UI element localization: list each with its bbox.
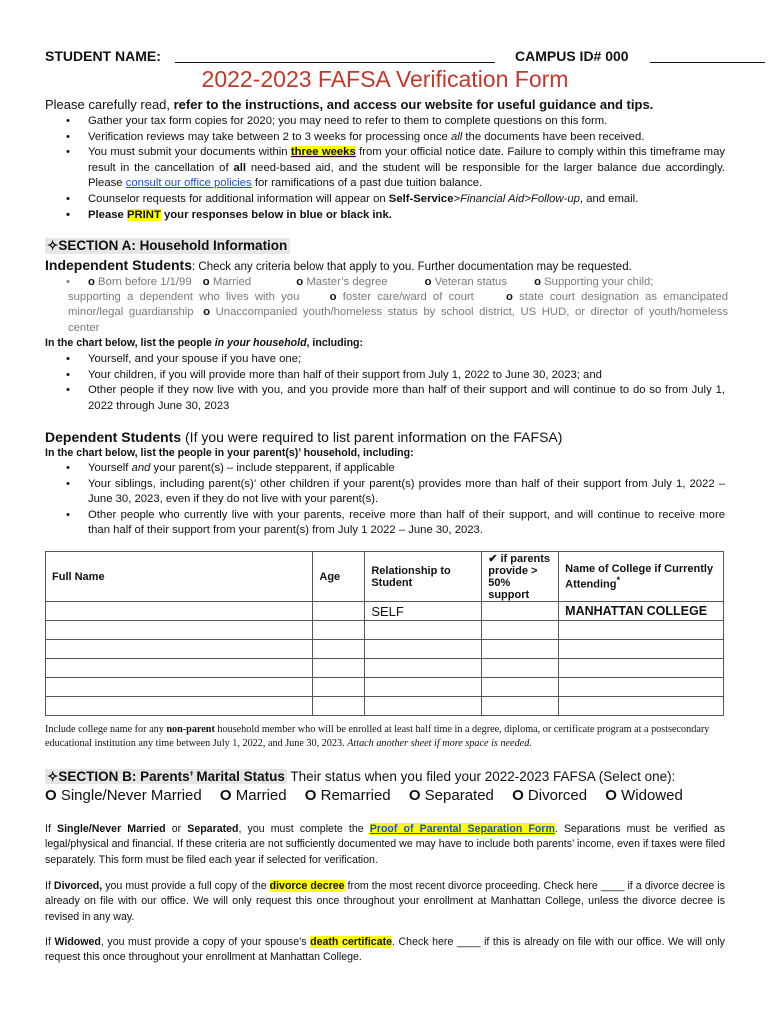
instruction-emphasis: all (233, 161, 247, 174)
name-cell[interactable] (46, 659, 313, 678)
para-text: If (45, 936, 51, 948)
independent-title: Independent Students (45, 257, 192, 273)
college-cell[interactable] (559, 678, 724, 697)
bullet-icon: • (66, 130, 70, 143)
col-college (559, 552, 724, 602)
dependent-list (63, 461, 725, 539)
table-row (46, 697, 724, 716)
table-row (46, 678, 724, 697)
radio-icon[interactable]: o (329, 291, 337, 304)
table-row (46, 659, 724, 678)
criteria-child: Supporting your child; (544, 276, 654, 288)
radio-icon[interactable]: o (88, 276, 95, 288)
widowed-paragraph (45, 935, 725, 966)
note-emphasis: non-parent (166, 724, 215, 735)
college-cell[interactable] (559, 697, 724, 716)
list-item (63, 145, 725, 192)
option-label: Widowed (621, 787, 683, 804)
college-cell[interactable] (559, 659, 724, 678)
instruction-text: You must submit your documents within (88, 146, 288, 159)
section-a-heading (45, 238, 290, 254)
list-text: Other people if they now live with you, and you provide more than half of their support and will continue to do so from July 1, 2022 through June 30, 2023 (88, 384, 725, 412)
criteria-dependent: supporting a dependent who lives with you (68, 291, 300, 304)
form-title: 2022-2023 FAFSA Verification Form (201, 66, 569, 92)
name-cell[interactable] (46, 640, 313, 659)
office-policies-link[interactable]: consult our office policies (125, 177, 252, 190)
instruction-text: , and email. (579, 192, 639, 205)
section-b-desc: Their status when you filed your 2022-2023 FAFSA (Select one): (286, 769, 676, 784)
list-text: Your siblings, including parent(s)’ other children if your parent(s) provides more than half of their support from July 1, 2022 – June 30, 2023, even if they do not live with your parent(s). (88, 477, 725, 506)
independent-criteria (68, 275, 728, 336)
support-cell[interactable] (482, 640, 559, 659)
note-text: household member who will be enrolled at least half time in a degree, diploma, or certificate program at a postsecondary educational institution any time between July 1, 2022, and June 30, 2023. (45, 724, 710, 749)
chart-intro-text: In the chart below, list the people (45, 337, 212, 349)
para-text: If (45, 823, 51, 835)
relationship-cell[interactable] (365, 659, 482, 678)
para-emphasis: Divorced, (53, 880, 103, 892)
independent-desc: : Check any criteria below that apply to you. Further documentation may be requested. (192, 261, 632, 273)
bullet-icon: • (66, 192, 70, 205)
instruction-text: Verification reviews may take between 2 to 3 weeks for processing once (88, 130, 448, 143)
criteria-foster: foster care/ward of court (342, 291, 474, 304)
table-row (46, 602, 724, 621)
relationship-cell[interactable] (365, 640, 482, 659)
radio-icon[interactable]: o (505, 291, 513, 304)
para-emphasis: Widowed (54, 936, 101, 948)
col-college-label: Name of College if Currently Attending (565, 562, 714, 591)
list-item (63, 383, 725, 414)
student-name-field[interactable] (175, 62, 495, 63)
col-parent-support: ✔ if parents provide > 50% support (482, 552, 559, 602)
dependent-title: Dependent Students (45, 429, 182, 445)
para-text: from the most recent divorce proceeding. Check here ____ if a divorce decree is already on file with our office. We will only request this once throughout your enrollment at Manhattan College, unless the divorce decree is revised in any way. (45, 880, 725, 923)
college-cell: MANHATTAN COLLEGE (559, 602, 724, 621)
radio-icon[interactable]: O (219, 787, 232, 804)
list-item (63, 208, 725, 224)
list-item (63, 461, 725, 477)
college-cell[interactable] (559, 621, 724, 640)
option-label: Divorced (527, 787, 588, 804)
independent-heading (45, 257, 632, 273)
college-cell[interactable] (559, 640, 724, 659)
instruction-emphasis: all (450, 130, 463, 143)
para-text: , you must complete the (238, 823, 364, 835)
instruction-text: Gather your tax form copies for 2020; you may need to refer to them to complete questions on this form. (88, 115, 608, 127)
radio-icon[interactable]: O (605, 787, 617, 804)
para-text: If (45, 880, 51, 892)
diamond-icon: ✧ (47, 769, 59, 784)
radio-icon[interactable]: o (424, 276, 432, 288)
separation-form-link[interactable]: Proof of Parental Separation Form (369, 823, 555, 835)
instruction-text: the documents have been received. (465, 130, 645, 143)
list-item (63, 114, 725, 130)
note-text: Include college name for any (45, 724, 164, 735)
option-label: Single/Never Married (60, 787, 202, 804)
follow-up-path: >Financial Aid>Follow-up (453, 192, 580, 205)
table-footnote (45, 723, 725, 751)
table-row (46, 621, 724, 640)
note-italic: Attach another sheet if more space is needed. (347, 738, 532, 749)
name-cell[interactable] (46, 678, 313, 697)
para-text: or (171, 823, 182, 835)
radio-icon[interactable]: o (296, 276, 304, 288)
radio-icon[interactable]: O (45, 787, 57, 804)
name-cell[interactable] (46, 602, 313, 621)
name-cell[interactable] (46, 697, 313, 716)
criteria-born: Born before 1/1/99 (98, 276, 192, 288)
para-text: . Check here ____ if this is already on file with our office. We will only request this once throughout your enrollment at Manhattan College. (45, 936, 725, 964)
bullet-icon: • (66, 208, 70, 221)
age-cell[interactable] (313, 659, 365, 678)
bullet-icon: • (66, 115, 70, 127)
list-item (63, 477, 725, 508)
bullet-icon: • (66, 508, 70, 521)
support-cell[interactable] (482, 697, 559, 716)
age-cell[interactable] (313, 678, 365, 697)
support-cell[interactable] (482, 659, 559, 678)
list-text: Your children, if you will provide more than half of their support from July 1, 2022 to June 30, 2023; and (88, 368, 602, 381)
option-widowed[interactable] (605, 787, 683, 804)
bullet-icon: • (66, 146, 70, 159)
self-service-label: Self-Service (388, 192, 454, 205)
option-label: Separated (424, 787, 494, 804)
independent-list (63, 352, 725, 414)
relationship-cell: SELF (365, 602, 482, 621)
age-cell[interactable] (313, 621, 365, 640)
campus-id-label: CAMPUS ID# 000 (515, 48, 629, 64)
para-text: you must provide a full copy of the (105, 880, 267, 892)
instruction-text: need-based aid, and the student will be responsible for the larger balance due accordingly. Please (88, 161, 726, 190)
radio-icon[interactable]: O (512, 787, 524, 804)
chart-intro-dependent: In the chart below, list the people in your parent(s)’ household, including: (45, 447, 414, 459)
para-text: . Separations must be verified as legal/physical and financial. If these criteria are not sufficiently documented we may have to include both parents’ income, even if taxes were filed separately. This form must be filed each year if selected for verification. (45, 823, 726, 866)
support-cell[interactable] (482, 602, 559, 621)
instruction-list (63, 114, 725, 223)
criteria-court: state court designation as emancipated minor/legal guardianship (68, 291, 728, 319)
chart-intro-independent (45, 337, 363, 349)
bullet-icon: • (66, 384, 70, 397)
dependent-desc: (If you were required to list parent information on the FAFSA) (181, 429, 563, 445)
three-weeks-highlight: three weeks (290, 146, 356, 159)
section-b-title: SECTION B: Parents’ Marital Status (58, 769, 285, 784)
intro-lead: Please carefully read, (45, 97, 171, 112)
support-cell[interactable] (482, 678, 559, 697)
criteria-homeless: Unaccompanied youth/homeless status by school district, US HUD, or director of youth/homeless center (68, 306, 728, 334)
table-row (46, 640, 724, 659)
radio-icon[interactable]: O (408, 787, 421, 804)
para-text: , you must provide a copy of your spouse’s (100, 936, 307, 948)
option-remarried[interactable] (305, 787, 391, 804)
radio-icon[interactable]: O (304, 787, 317, 804)
table-header-row (46, 552, 724, 602)
para-emphasis: Separated (187, 823, 239, 835)
col-relationship: Relationship to Student (365, 552, 482, 602)
dependent-heading (45, 429, 562, 445)
intro-line (45, 97, 653, 112)
list-item (63, 508, 725, 539)
relationship-cell[interactable] (365, 678, 482, 697)
bullet-icon: • (66, 353, 70, 365)
household-table (45, 551, 724, 716)
list-text: Yourself (88, 462, 129, 474)
intro-emphasis: refer to the instructions, and access our website for useful guidance and tips. (170, 97, 654, 112)
criteria-masters: Master’s degree (306, 276, 388, 288)
divorced-paragraph (45, 879, 725, 925)
radio-icon[interactable]: o (534, 276, 541, 288)
relationship-cell[interactable] (365, 697, 482, 716)
list-text: your parent(s) – include stepparent, if applicable (153, 462, 395, 474)
list-item (63, 352, 725, 368)
radio-icon[interactable]: o (202, 276, 210, 288)
instruction-text: your responses below in blue or black ink. (164, 208, 392, 221)
instruction-text: from your official notice date. Failure to comply within this timeframe may result in the cancellation of (88, 146, 726, 174)
section-a-title: SECTION A: Household Information (58, 238, 288, 253)
option-single[interactable] (45, 787, 202, 804)
student-name-label: STUDENT NAME: (45, 48, 161, 64)
age-cell[interactable] (313, 602, 365, 621)
bullet-icon: • (66, 477, 70, 490)
marital-status-options (45, 787, 697, 804)
bullet-icon: • (66, 462, 70, 474)
section-b-heading (45, 769, 675, 785)
list-emphasis: and (131, 462, 151, 474)
age-cell[interactable] (313, 640, 365, 659)
para-emphasis: Single/Never Married (57, 823, 166, 835)
list-item (63, 192, 725, 208)
list-text: Yourself, and your spouse if you have one; (88, 353, 302, 365)
criteria-veteran: Veteran status (434, 276, 507, 288)
list-item (63, 368, 725, 384)
criteria-married: Married (212, 276, 252, 288)
support-cell[interactable] (482, 621, 559, 640)
relationship-cell[interactable] (365, 621, 482, 640)
chart-intro-text: , including: (306, 337, 364, 349)
separated-paragraph (45, 822, 725, 868)
bullet-icon: • (66, 368, 70, 381)
death-certificate-highlight: death certificate (310, 936, 393, 948)
divorce-decree-highlight: divorce decree (269, 880, 345, 892)
radio-icon[interactable]: o (203, 306, 211, 319)
campus-id-field[interactable] (650, 62, 765, 63)
option-label: Married (235, 787, 287, 804)
instruction-text: for ramifications of a past due tuition balance. (254, 177, 483, 190)
name-cell[interactable] (46, 621, 313, 640)
bullet-icon: • (66, 276, 70, 288)
asterisk-mark: * (616, 574, 621, 585)
option-married[interactable] (220, 787, 287, 804)
instruction-text: Counselor requests for additional information will appear on (88, 192, 386, 205)
diamond-icon: ✧ (47, 238, 59, 253)
instruction-text: Please (88, 208, 124, 221)
col-full-name: Full Name (46, 552, 313, 602)
print-highlight: PRINT (126, 208, 161, 221)
option-divorced[interactable] (512, 787, 587, 804)
option-label: Remarried (320, 787, 391, 804)
age-cell[interactable] (313, 697, 365, 716)
section-b-label (45, 769, 287, 784)
list-text: Other people who currently live with your parents, receive more than half of their support, and will continue to receive more than half of their support from your parent(s) from July 1 2022 – June 30, 2023. (88, 508, 725, 537)
col-age: Age (313, 552, 365, 602)
chart-intro-emphasis: in your household (214, 337, 307, 349)
option-separated[interactable] (409, 787, 494, 804)
list-item (63, 130, 725, 146)
